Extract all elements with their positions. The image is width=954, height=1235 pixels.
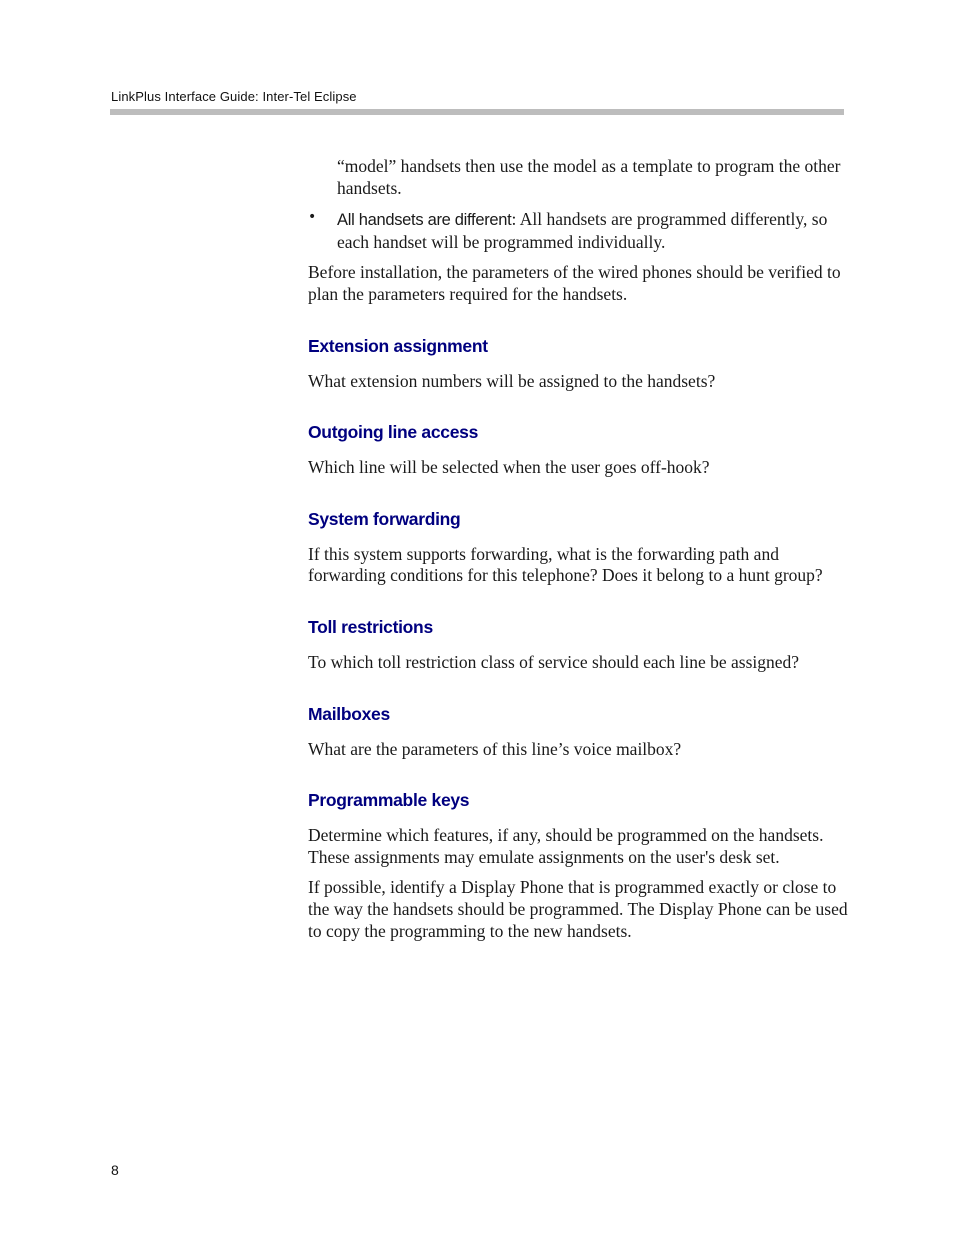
- section-toll-restrictions: [308, 616, 848, 674]
- section-heading: Extension assignment: [308, 335, 488, 356]
- section-paragraph: What are the parameters of this line’s voice mailbox?: [308, 738, 682, 759]
- section-system-forwarding: [308, 508, 848, 587]
- section-paragraph: Which line will be selected when the user goes off-hook?: [308, 457, 710, 478]
- bullet-marker: •: [308, 209, 317, 226]
- continuation-text: “model” handsets then use the model as a template to program the other handsets.: [337, 156, 841, 198]
- main-content: [308, 156, 848, 942]
- section-mailboxes: [308, 703, 848, 761]
- section-paragraph: Determine which features, if any, should be programmed on the handsets. These assignments may emulate assignments on the user's desk set.: [308, 825, 824, 867]
- intro-paragraph: Before installation, the parameters of the wired phones should be verified to plan the parameters required for the handsets.: [308, 262, 841, 304]
- bullet-term: All handsets are different: [337, 211, 512, 230]
- section-heading: System forwarding: [308, 508, 461, 529]
- running-header: LinkPlus Interface Guide: Inter-Tel Eclipse: [111, 89, 357, 104]
- section-extension-assignment: [308, 335, 848, 393]
- bullet-item: [308, 209, 848, 253]
- page-number: 8: [111, 1162, 119, 1178]
- section-heading: Programmable keys: [308, 790, 470, 811]
- section-paragraph: What extension numbers will be assigned to the handsets?: [308, 370, 716, 391]
- bullet-text: : All handsets are programmed differently, so each handset will be programmed individually.: [337, 209, 828, 252]
- section-paragraph: If this system supports forwarding, what is the forwarding path and forwarding conditions for this telephone? Does it belong to a hunt group?: [308, 543, 823, 586]
- header-rule: [110, 109, 844, 115]
- section-outgoing-line-access: [308, 421, 848, 479]
- section-heading: Mailboxes: [308, 703, 390, 724]
- section-paragraph: If possible, identify a Display Phone that is programmed exactly or close to the way the handsets should be programmed. The Display Phone can be used to copy the programming to the new handsets.: [308, 877, 848, 941]
- section-paragraph: To which toll restriction class of service should each line be assigned?: [308, 651, 800, 672]
- section-heading: Outgoing line access: [308, 422, 479, 443]
- section-programmable-keys: [308, 789, 848, 942]
- section-heading: Toll restrictions: [308, 616, 433, 637]
